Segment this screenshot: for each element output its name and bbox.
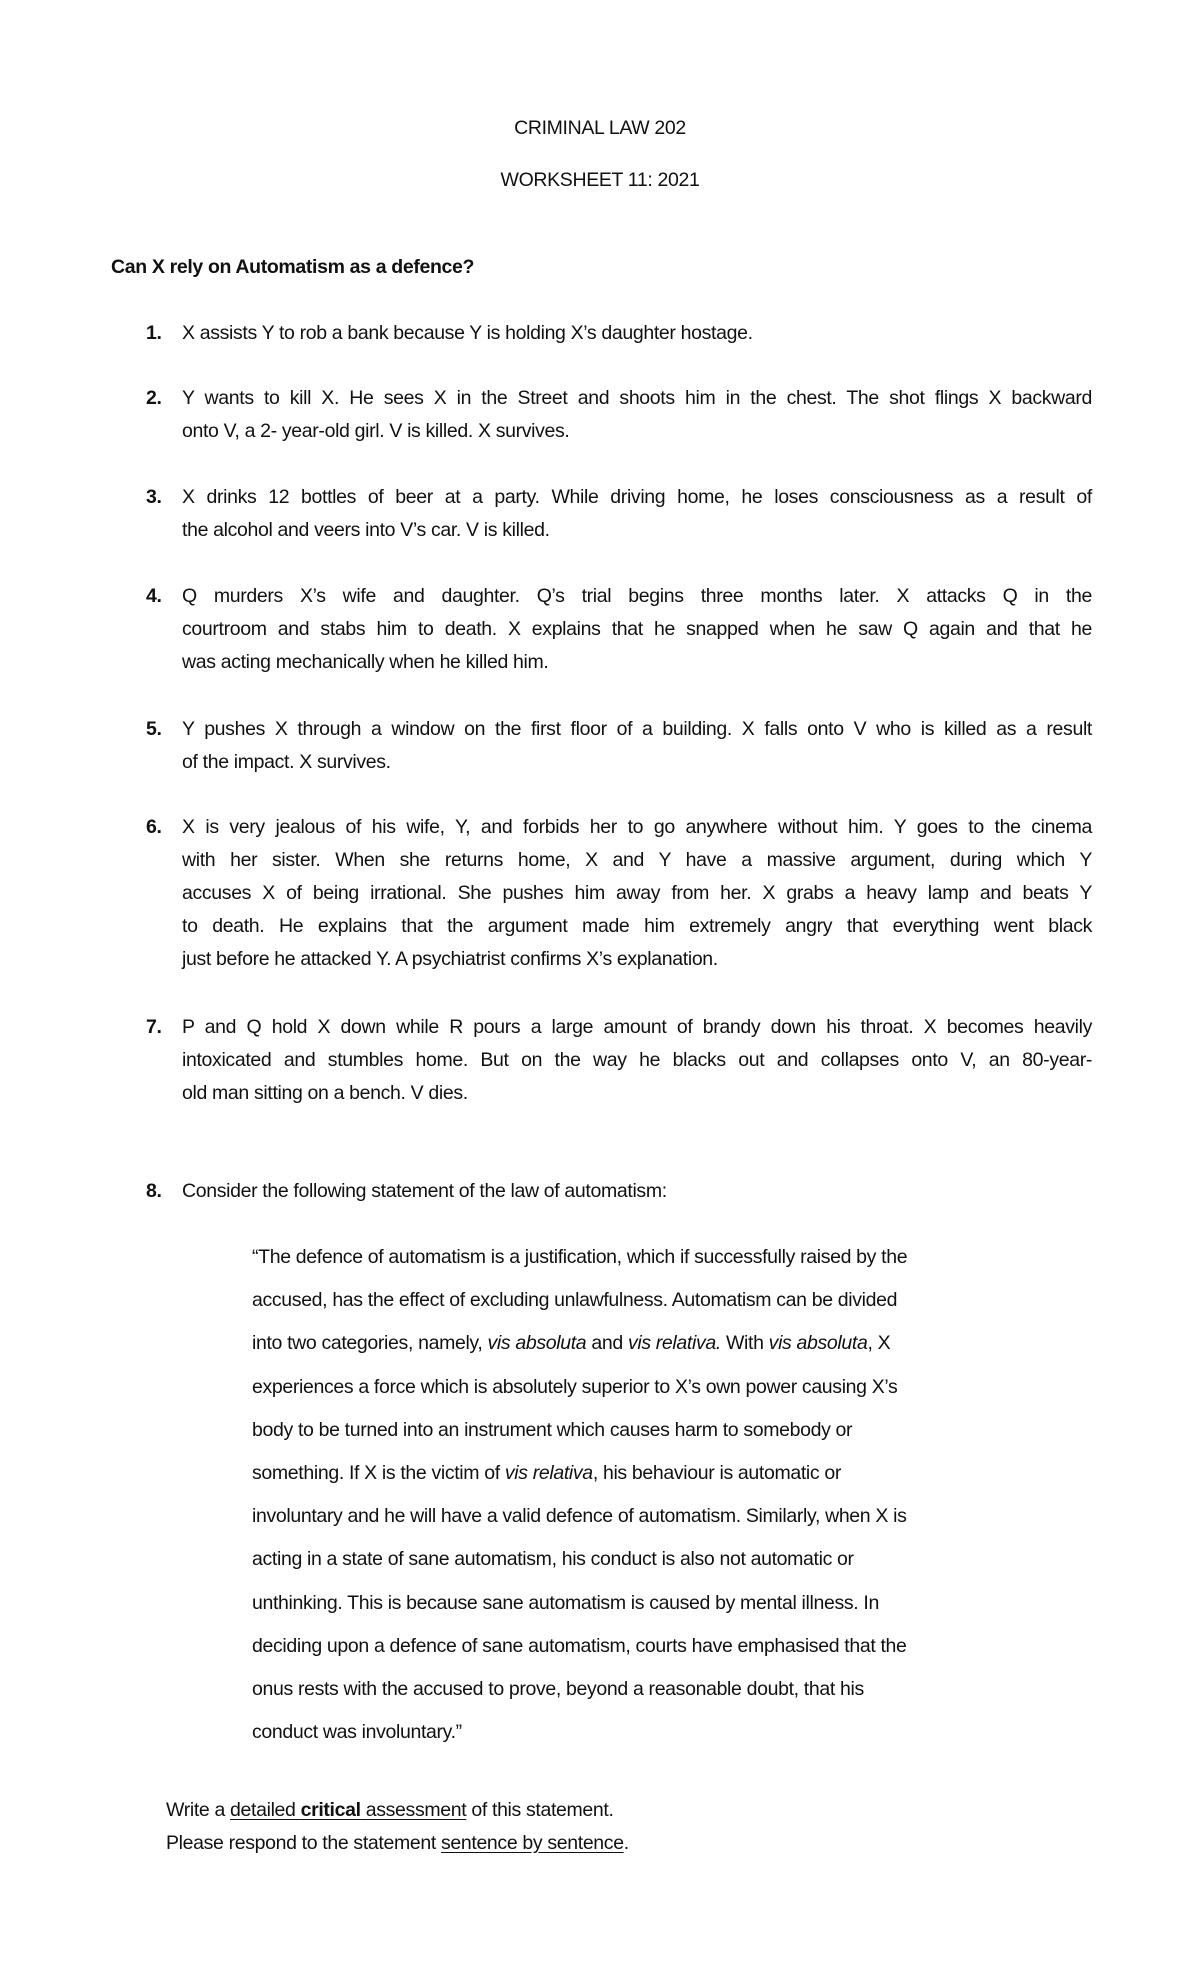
text-line: Y wants to kill X. He sees X in the Street and shoots him in the chest. The shot flings X backward [182,387,1092,409]
question-text [182,713,1092,779]
text-segment: and [586,1332,628,1355]
question-number: 6. [146,816,162,838]
text-segment: “The defence of automatism is a justification, which if successfully raised by the [252,1246,908,1268]
text-line: Q murders X’s wife and daughter. Q’s trial begins three months later. X attacks Q in the [182,585,1092,607]
text-line: Y pushes X through a window on the first floor of a building. X falls onto V who is killed as a result [182,718,1092,740]
quote-line [252,1322,1052,1365]
quote-line [252,1495,1052,1538]
text-segment: something. If X is the victim of [252,1461,505,1484]
text-line: just before he attacked Y. A psychiatrist confirms X’s explanation. [182,948,718,970]
text-line: courtroom and stabs him to death. X explains that he snapped when he saw Q again and that he [182,618,1092,640]
question-text [182,382,1092,448]
text-segment: Write a [166,1799,231,1821]
text-line: accuses X of being irrational. She pushes him away from her. X grabs a heavy lamp and beats Y [182,882,1092,904]
quote-line [252,1668,1052,1711]
text-line: X assists Y to rob a bank because Y is holding X’s daughter hostage. [182,322,753,344]
question-text [182,1011,1092,1110]
text-segment: deciding upon a defence of sane automatism, courts have emphasised that the [252,1634,907,1657]
text-line: X is very jealous of his wife, Y, and forbids her to go anywhere without him. Y goes to the cinema [182,816,1092,838]
quote-line [252,1711,1052,1754]
text-segment: . [623,1832,629,1854]
emphasis-text: critical [300,1799,361,1821]
question-number: 4. [146,585,162,607]
text-segment: , X [867,1332,891,1355]
question-number: 1. [146,322,162,344]
text-line: onto V, a 2- year-old girl. V is killed. X survives. [182,420,570,442]
text-segment: conduct was involuntary.” [252,1721,462,1744]
text-segment: With [720,1332,769,1355]
text-segment: unthinking. This is because sane automatism is caused by mental illness. In [252,1591,879,1614]
text-segment: accused, has the effect of excluding unlawfulness. Automatism can be divided [252,1289,898,1312]
text-segment: experiences a force which is absolutely superior to X’s own power causing X’s [252,1375,898,1398]
section-heading: Can X rely on Automatism as a defence? [111,256,475,278]
course-title: CRIMINAL LAW 202 [514,117,686,139]
question-number: 7. [146,1016,162,1038]
text-segment: of this statement. [466,1799,614,1821]
quote-line [252,1279,1052,1322]
emphasis-text: detailed [230,1799,301,1821]
text-segment: , his behaviour is automatic or [592,1461,842,1484]
text-line: the alcohol and veers into V’s car. V is killed. [182,519,550,541]
text-segment: body to be turned into an instrument which causes harm to somebody or [252,1418,853,1441]
question-text [182,811,1092,976]
text-line: X drinks 12 bottles of beer at a party. While driving home, he loses consciousness as a result of [182,486,1092,508]
text-line: Consider the following statement of the law of automatism: [182,1180,667,1202]
text-segment: Please respond to the statement [166,1832,441,1854]
text-line: with her sister. When she returns home, X and Y have a massive argument, during which Y [182,849,1092,871]
quote-line [252,1582,1052,1625]
quote-line [252,1625,1052,1668]
question-text [182,580,1092,679]
question-text [182,317,1092,350]
quote-line [252,1236,1052,1279]
emphasis-text: assessment [360,1799,467,1821]
instruction-line [166,1794,614,1827]
quote-line [252,1366,1052,1409]
latin-term: vis absoluta [768,1332,868,1355]
text-line: old man sitting on a bench. V dies. [182,1082,468,1104]
quote-line [252,1538,1052,1581]
text-line: was acting mechanically when he killed him. [182,651,549,673]
worksheet-title: WORKSHEET 11: 2021 [500,169,700,191]
text-segment: involuntary and he will have a valid defence of automatism. Similarly, when X is [252,1505,907,1528]
question-number: 3. [146,486,162,508]
text-line: to death. He explains that the argument made him extremely angry that everything went black [182,915,1092,937]
automatism-statement-quote [252,1236,1052,1754]
emphasis-text: sentence by sentence [440,1832,624,1854]
quote-line [252,1409,1052,1452]
text-segment: into two categories, namely, [252,1332,488,1355]
latin-term: vis relativa [504,1461,593,1484]
text-line: P and Q hold X down while R pours a large amount of brandy down his throat. X becomes heavily [182,1016,1092,1038]
question-number: 2. [146,387,162,409]
question-number: 8. [146,1180,162,1202]
question-number: 5. [146,718,162,740]
question-text [182,1175,1092,1208]
latin-term: vis absoluta [487,1332,587,1355]
text-line: of the impact. X survives. [182,751,391,773]
text-line: intoxicated and stumbles home. But on the way he blacks out and collapses onto V, an 80-year- [182,1049,1092,1071]
instruction-line [166,1827,629,1860]
latin-term: vis relativa. [627,1332,721,1355]
text-segment: onus rests with the accused to prove, beyond a reasonable doubt, that his [252,1677,864,1700]
quote-line [252,1452,1052,1495]
text-segment: acting in a state of sane automatism, his conduct is also not automatic or [252,1548,854,1571]
question-text [182,481,1092,547]
